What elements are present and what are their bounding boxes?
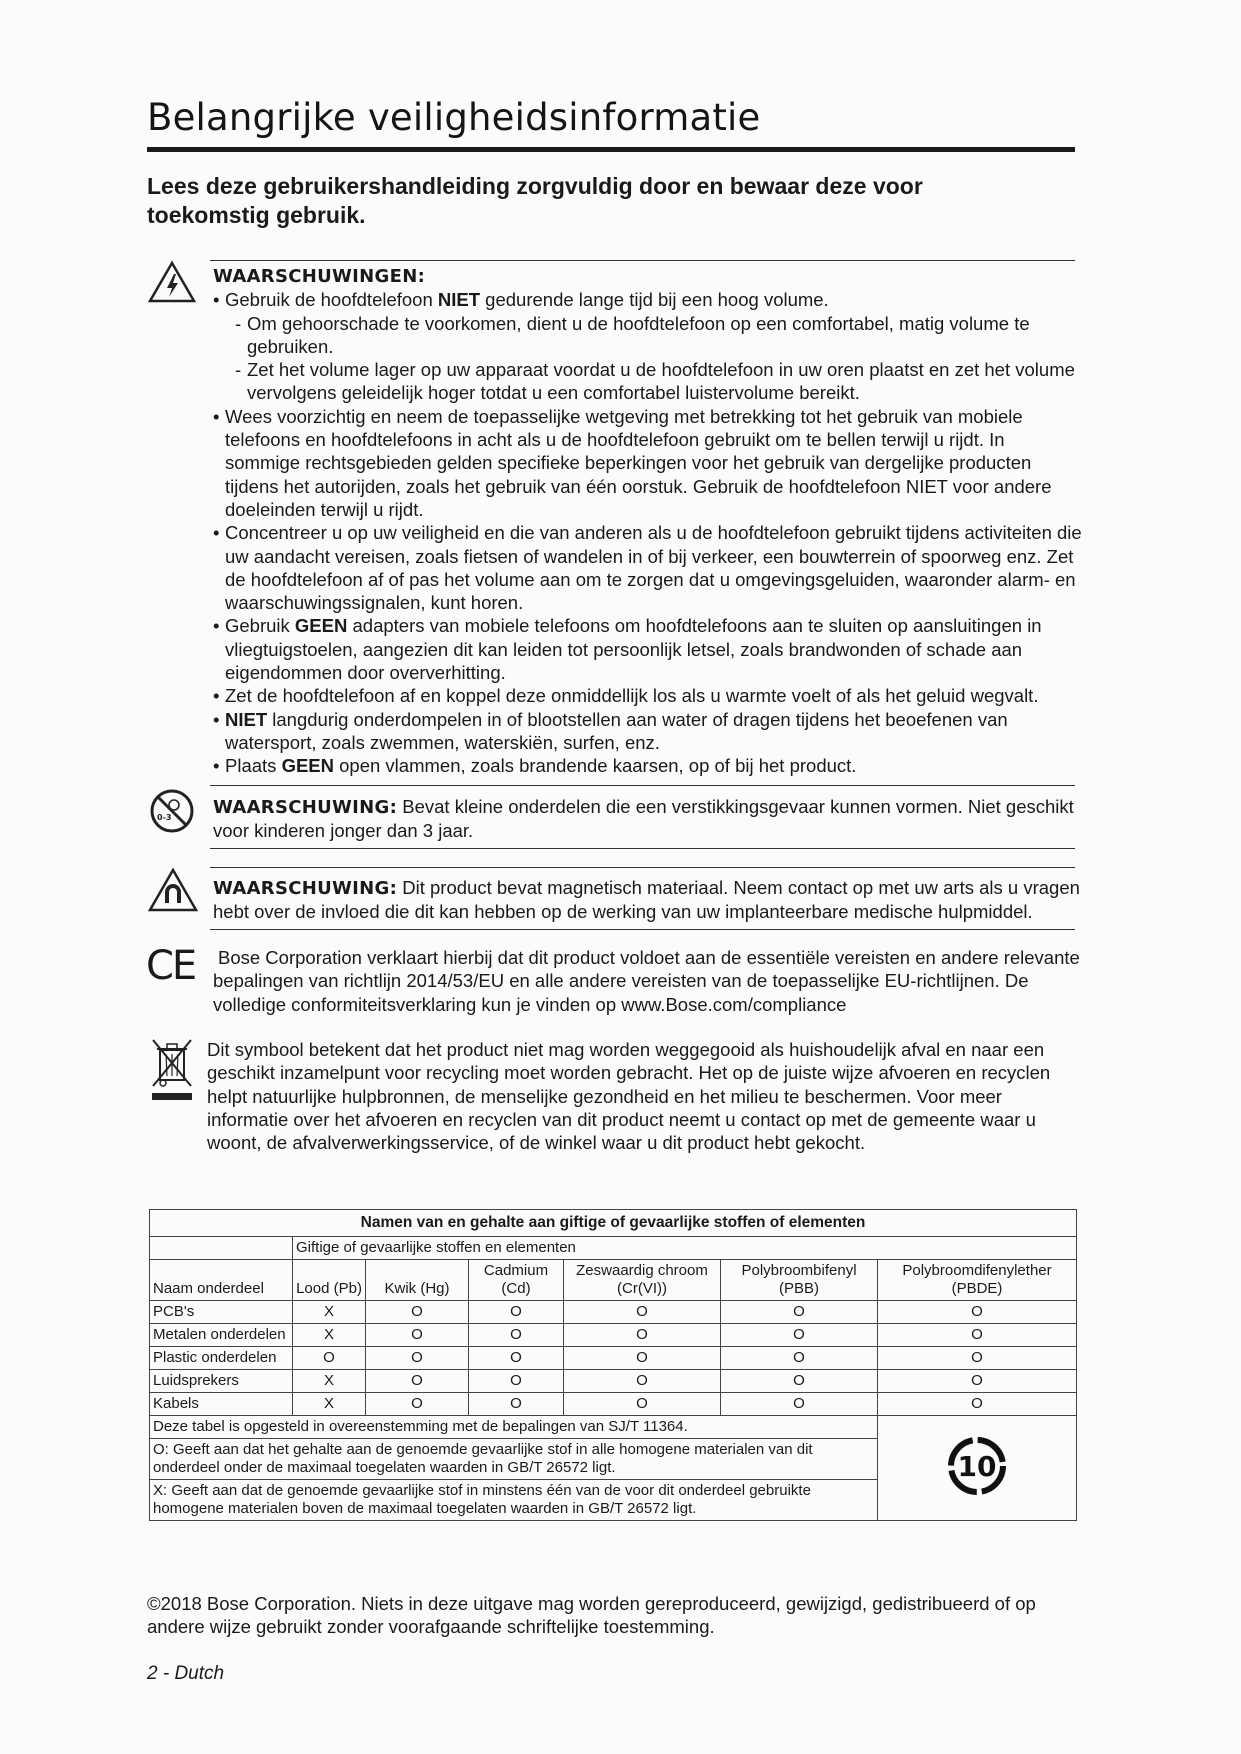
magnet-heading: WAARSCHUWING:: [213, 878, 398, 899]
table-cell: O: [366, 1301, 469, 1324]
title-underline: [147, 147, 1075, 152]
warnings-section: [213, 265, 1083, 778]
column-header: Zeswaardig chroom (Cr(VI)): [564, 1260, 721, 1301]
warning-item: [213, 708, 1083, 755]
magnet-warning: [213, 876, 1083, 924]
magnet-warning-icon: [147, 867, 199, 918]
divider: [210, 260, 1075, 261]
warning-item: [213, 614, 1083, 684]
part-name: Kabels: [150, 1393, 293, 1416]
table-cell: O: [878, 1393, 1077, 1416]
choking-warning: [213, 795, 1083, 843]
choking-text: Bevat kleine onderdelen die een verstikkingsgevaar kunnen vormen. Niet geschikt voor kinderen jonger dan 3 jaar.: [213, 796, 1074, 842]
part-name: Luidsprekers: [150, 1370, 293, 1393]
warning-text: open vlammen, zoals brandende kaarsen, op of bij het product.: [334, 755, 857, 777]
warning-emphasis: GEEN: [281, 755, 334, 777]
table-cell: X: [293, 1393, 366, 1416]
part-name: PCB's: [150, 1301, 293, 1324]
warning-item: [213, 754, 1083, 777]
warning-text: Gebruik de hoofdtelefoon: [225, 289, 438, 311]
ce-declaration: Bose Corporation verklaart hierbij dat dit product voldoet aan de essentiële vereisten en andere relevante bepalingen van richtlijn 2014/53/EU en alle andere vereisten van de toepasselijke EU-richtlijnen. De volledige conformiteitsverklaring kun je vinden op www.Bose.com/compliance: [213, 947, 1080, 1015]
table-cell: O: [564, 1347, 721, 1370]
table-header-row: [150, 1260, 1077, 1301]
column-header: Lood (Pb): [293, 1260, 366, 1301]
divider: [210, 785, 1075, 786]
table-subheader: Giftige of gevaarlijke stoffen en elementen: [293, 1237, 1077, 1260]
table-note: O: Geeft aan dat het gehalte aan de genoemde gevaarlijke stof in alle homogene materialen van dit onderdeel onder de maximaal toegelaten waarden in GB/T 26572 ligt.: [150, 1439, 878, 1480]
weee-notice: Dit symbool betekent dat het product niet mag worden weggegooid als huishoudelijk afval en naar een geschikt inzamelpunt voor recycling moet worden gebracht. Het op de juiste wijze afvoeren en recyclen helpt natuurlijke hulpbronnen, de menselijke gezondheid en het milieu te beschermen. Voor meer informatie over het afvoeren en recyclen van dit product neemt u contact op met de gemeente waar u woont, de afvalverwerkingsservice, of de winkel waar u dit product hebt gekocht.: [207, 1039, 1051, 1154]
divider: [210, 929, 1075, 930]
warning-item: • Concentreer u op uw veiligheid en die van anderen als u de hoofdtelefoon gebruikt tijdens activiteiten die uw aandacht vereisen, zoals fietsen of wandelen in of bij verkeer, een bouwterrein of spoorweg enz. Zet de hoofdtelefoon af of pas het volume aan om te zorgen dat u omgevingsgeluiden, waaronder alarm- en waarschuwingssignalen, kunt horen.: [213, 521, 1083, 614]
warning-emphasis: NIET: [225, 708, 268, 730]
warning-item: • Zet de hoofdtelefoon af en koppel deze onmiddellijk los als u warmte voelt of als het geluid wegvalt.: [213, 684, 1083, 707]
warning-subitem: - Om gehoorschade te voorkomen, dient u de hoofdtelefoon op een comfortabel, matig volume te gebruiken.: [235, 312, 1083, 359]
warnings-heading: WAARSCHUWINGEN:: [213, 266, 426, 287]
hazardous-substances-table: [149, 1209, 1077, 1521]
warning-text: adapters van mobiele telefoons om hoofdtelefoons aan te sluiten op aansluitingen in vliegtuigstoelen, aangezien dit kan leiden tot persoonlijk letsel, zoals brandwonden of schade aan eigendommen door oververhitting.: [225, 615, 1042, 684]
table-cell: X: [293, 1370, 366, 1393]
divider: [210, 867, 1075, 868]
warning-emphasis: NIET: [437, 289, 481, 311]
table-cell: O: [878, 1324, 1077, 1347]
page-number: 2 - Dutch: [147, 1663, 225, 1684]
electric-shock-warning-icon: [147, 260, 197, 309]
column-header: Polybroombifenyl (PBB): [721, 1260, 878, 1301]
table-caption: Namen van en gehalte aan giftige of gevaarlijke stoffen of elementen: [150, 1210, 1077, 1237]
page-subtitle: Lees deze gebruikershandleiding zorgvuldig door en bewaar deze voor toekomstig gebruik.: [147, 173, 923, 228]
column-header: Naam onderdeel: [150, 1260, 293, 1301]
table-cell: X: [293, 1301, 366, 1324]
table-cell: O: [366, 1370, 469, 1393]
part-name: Plastic onderdelen: [150, 1347, 293, 1370]
warning-text: Plaats: [225, 755, 282, 777]
icon-label: 0-3: [157, 813, 172, 822]
table-row: [150, 1301, 1077, 1324]
efup-logo-cell: [878, 1416, 1077, 1521]
efup-label: 10: [957, 1449, 997, 1483]
part-name: Metalen onderdelen: [150, 1324, 293, 1347]
table-cell: O: [366, 1347, 469, 1370]
table-row: [150, 1347, 1077, 1370]
table-note: Deze tabel is opgesteld in overeenstemming met de bepalingen van SJ/T 11364.: [150, 1416, 878, 1439]
table-cell: O: [469, 1347, 564, 1370]
table-cell: O: [721, 1347, 878, 1370]
warning-text: Gebruik: [225, 615, 295, 637]
warning-subitem: - Zet het volume lager op uw apparaat voordat u de hoofdtelefoon in uw oren plaatst en zet het volume vervolgens geleidelijk hoger totdat u een comfortabel luistervolume bereikt.: [235, 358, 1083, 405]
table-cell: O: [564, 1370, 721, 1393]
column-header: Cadmium (Cd): [469, 1260, 564, 1301]
crossed-out-bin-icon: [150, 1038, 194, 1107]
table-cell: [150, 1237, 293, 1260]
table-cell: O: [878, 1301, 1077, 1324]
table-cell: O: [721, 1370, 878, 1393]
page-title: Belangrijke veiligheidsinformatie: [147, 96, 761, 139]
table-cell: O: [564, 1301, 721, 1324]
table-cell: O: [469, 1301, 564, 1324]
ce-mark-icon: CE: [146, 943, 196, 989]
efup-10-years-icon: [942, 1431, 1012, 1501]
warning-item: • Wees voorzichtig en neem de toepasselijke wetgeving met betrekking tot het gebruik van mobiele telefoons en hoofdtelefoons in acht als u de hoofdtelefoon gebruikt om te bellen terwijl u rijdt. In sommige rechtsgebieden gelden specifieke beperkingen voor het gebruik van dergelijke producten tijdens het autorijden, zoals het gebruik van één oorstuk. Gebruik de hoofdtelefoon NIET voor andere doeleinden terwijl u rijdt.: [213, 405, 1083, 521]
warning-item: [213, 288, 1083, 404]
table-note: X: Geeft aan dat de genoemde gevaarlijke stof in minstens één van de voor dit onderdeel gebruikte homogene materialen boven de maximaal toegelaten waarden in GB/T 26572 ligt.: [150, 1480, 878, 1521]
table-row: [150, 1324, 1077, 1347]
magnet-text: Dit product bevat magnetisch materiaal. Neem contact op met uw arts als u vragen hebt over de invloed die dit kan hebben op de werking van uw implanteerbare medische hulpmiddel.: [213, 877, 1080, 923]
table-cell: X: [293, 1324, 366, 1347]
table-cell: O: [564, 1324, 721, 1347]
table-cell: O: [293, 1347, 366, 1370]
table-cell: O: [878, 1370, 1077, 1393]
no-children-0-3-icon: [149, 788, 195, 839]
table-cell: O: [721, 1324, 878, 1347]
warning-emphasis: GEEN: [294, 615, 348, 637]
table-cell: O: [721, 1301, 878, 1324]
copyright-notice: ©2018 Bose Corporation. Niets in deze uitgave mag worden gereproduceerd, gewijzigd, gedistribueerd of op andere wijze gebruikt zonder voorafgaande schriftelijke toestemming.: [147, 1593, 1036, 1637]
warning-text: gedurende lange tijd bij een hoog volume.: [480, 289, 829, 311]
table-cell: O: [721, 1393, 878, 1416]
warning-text: langdurig onderdompelen in of blootstellen aan water of dragen tijdens het beoefenen van watersport, zoals zwemmen, waterskiën, surfen, enz.: [225, 708, 1008, 753]
choking-heading: WAARSCHUWING:: [213, 797, 398, 818]
column-header: Kwik (Hg): [366, 1260, 469, 1301]
table-row: [150, 1393, 1077, 1416]
table-cell: O: [469, 1370, 564, 1393]
table-cell: O: [564, 1393, 721, 1416]
divider: [210, 848, 1075, 849]
table-cell: O: [469, 1324, 564, 1347]
table-row: [150, 1370, 1077, 1393]
column-header: Polybroomdifenylether (PBDE): [878, 1260, 1077, 1301]
table-cell: O: [469, 1393, 564, 1416]
table-cell: O: [878, 1347, 1077, 1370]
table-cell: O: [366, 1393, 469, 1416]
table-cell: O: [366, 1324, 469, 1347]
